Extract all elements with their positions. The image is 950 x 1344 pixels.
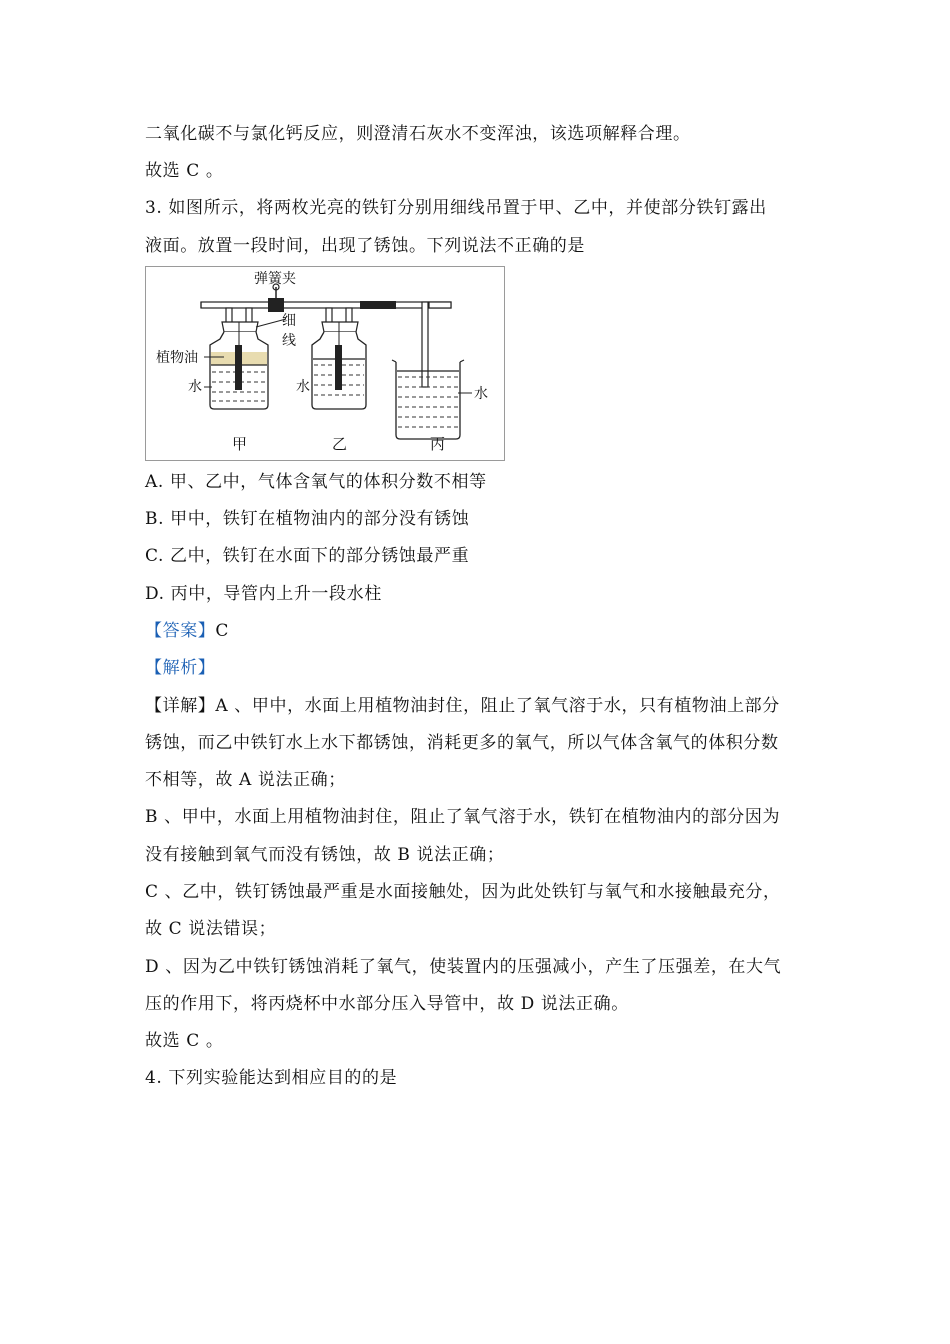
nail-yi (335, 345, 342, 390)
thread-label: 线 (282, 333, 296, 349)
connecting-tube (201, 302, 451, 308)
detail-line: 没有接触到氧气而没有锈蚀，故 B 说法正确； (145, 845, 505, 865)
answer-line (145, 620, 229, 642)
thread-label: 细 (282, 313, 296, 329)
detail-line: B 、甲中，水面上用植物油封住，阻止了氧气溶于水，铁钉在植物油内的部分因为 (145, 807, 781, 827)
option-a: A. 甲、乙中，气体含氧气的体积分数不相等 (145, 472, 487, 492)
label-jia: 甲 (232, 435, 248, 453)
rubber-tube (360, 301, 396, 309)
water-label-yi: 水 (296, 379, 310, 395)
question-3-stem: 液面。放置一段时间，出现了锈蚀。下列说法不正确的是 (145, 236, 585, 256)
text-line: 故选 C 。 (145, 161, 224, 181)
detail-line: D 、因为乙中铁钉锈蚀消耗了氧气，使装置内的压强减小，产生了压强差，在大气 (145, 957, 782, 977)
analysis-line (145, 657, 215, 679)
water-label-jia: 水 (188, 379, 202, 395)
oil-label: 植物油 (156, 350, 198, 366)
bottle-yi (312, 308, 366, 409)
option-c: C. 乙中，铁钉在水面下的部分锈蚀最严重 (145, 546, 470, 566)
nail-jia (235, 345, 242, 390)
detail-line: 不相等，故 A 说法正确； (145, 770, 346, 790)
option-d: D. 丙中，导管内上升一段水柱 (145, 584, 382, 604)
detail-text: A 、甲中，水面上用植物油封住，阻止了氧气溶于水，只有植物油上部分 (215, 696, 780, 716)
experiment-figure (145, 266, 505, 461)
detail-line (145, 695, 780, 717)
water-label-bing: 水 (474, 386, 488, 402)
detail-line: 故选 C 。 (145, 1031, 224, 1051)
detail-line: C 、乙中，铁钉锈蚀最严重是水面接触处，因为此处铁钉与氧气和水接触最充分， (145, 882, 781, 902)
apparatus-diagram (146, 267, 506, 462)
detail-line: 故 C 说法错误； (145, 919, 277, 939)
option-b: B. 甲中，铁钉在植物油内的部分没有锈蚀 (145, 509, 470, 529)
label-yi: 乙 (332, 435, 348, 453)
clip-label: 弹簧夹 (254, 271, 296, 287)
question-4-stem: 4. 下列实验能达到相应目的的是 (145, 1068, 398, 1088)
answer-tag: 【答案】 (145, 621, 216, 641)
text-line: 二氧化碳不与氯化钙反应，则澄清石灰水不变浑浊，该选项解释合理。 (145, 124, 691, 144)
beaker-bing (392, 360, 472, 439)
spring-clip (268, 298, 284, 312)
detail-line: 压的作用下，将丙烧杯中水部分压入导管中，故 D 说法正确。 (145, 994, 629, 1014)
analysis-tag: 【解析】 (145, 658, 216, 678)
answer-value: C (215, 621, 230, 641)
detail-tag: 【详解】 (145, 696, 216, 716)
question-3-stem: 3. 如图所示，将两枚光亮的铁钉分别用细线吊置于甲、乙中，并使部分铁钉露出 (145, 198, 767, 218)
bottle-jia (210, 308, 268, 409)
detail-line: 锈蚀，而乙中铁钉水上水下都锈蚀，消耗更多的氧气，所以气体含氧气的体积分数 (145, 733, 779, 753)
label-bing: 丙 (430, 435, 446, 453)
